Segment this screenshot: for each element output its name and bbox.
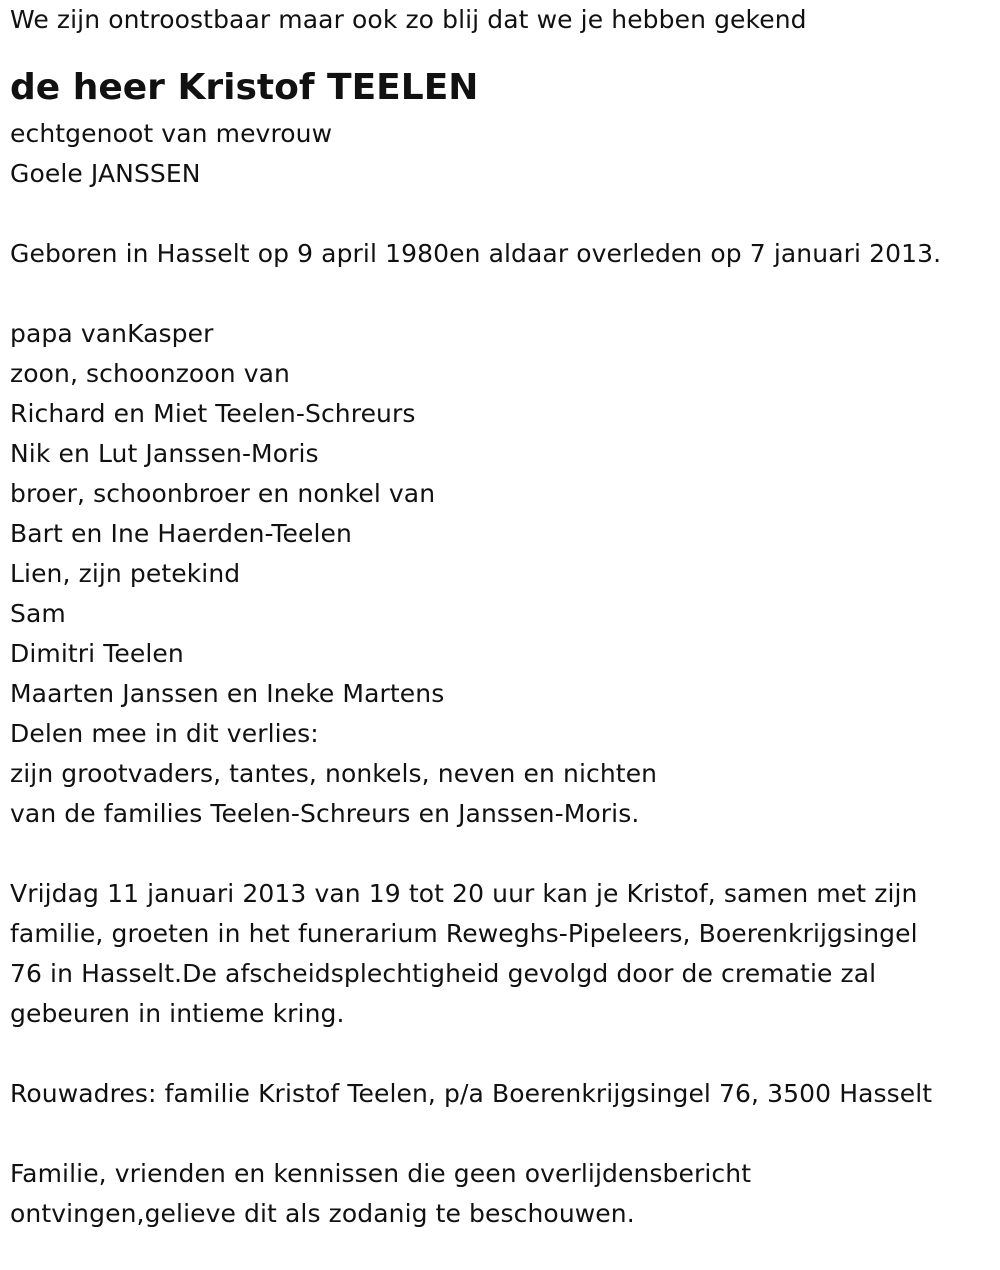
family-list <box>10 314 995 834</box>
ceremony-line: Vrijdag 11 januari 2013 van 19 tot 20 uur kan je Kristof, samen met zijn <box>10 879 918 908</box>
opening-line: We zijn ontroostbaar maar ook zo blij dat we je hebben gekend <box>10 5 807 34</box>
family-line: van de families Teelen-Schreurs en Janssen-Moris. <box>10 799 640 828</box>
family-line: Dimitri Teelen <box>10 639 184 668</box>
closing-line: Familie, vrienden en kennissen die geen overlijdensbericht <box>10 1159 752 1188</box>
family-line: Sam <box>10 599 66 628</box>
spacer <box>10 834 995 874</box>
ceremony-line: familie, groeten in het funerarium Reweghs-Pipeleers, Boerenkrijgsingel <box>10 919 918 948</box>
spacer <box>10 40 995 62</box>
family-line: Richard en Miet Teelen-Schreurs <box>10 399 416 428</box>
ceremony-line: gebeuren in intieme kring. <box>10 999 345 1028</box>
closing-line: ontvingen,gelieve dit als zodanig te beschouwen. <box>10 1199 635 1228</box>
family-line: Delen mee in dit verlies: <box>10 719 319 748</box>
family-line: Bart en Ine Haerden-Teelen <box>10 519 352 548</box>
obituary-document <box>10 0 995 1234</box>
deceased-name: de heer Kristof TEELEN <box>10 67 479 108</box>
closing-paragraph <box>10 1154 995 1234</box>
spouse-name: Goele JANSSEN <box>10 159 201 188</box>
spacer <box>10 1114 995 1154</box>
ceremony-line: 76 in Hasselt.De afscheidsplechtigheid gevolgd door de crematie zal <box>10 959 877 988</box>
ceremony-paragraph <box>10 874 995 1034</box>
family-line: papa vanKasper <box>10 319 214 348</box>
mourning-address: Rouwadres: familie Kristof Teelen, p/a Boerenkrijgsingel 76, 3500 Hasselt <box>10 1079 933 1108</box>
spouse-block <box>10 114 995 194</box>
spacer <box>10 1034 995 1074</box>
family-line: zijn grootvaders, tantes, nonkels, neven en nichten <box>10 759 658 788</box>
spouse-line: echtgenoot van mevrouw <box>10 119 333 148</box>
birth-death-line: Geboren in Hasselt op 9 april 1980en aldaar overleden op 7 januari 2013. <box>10 239 942 268</box>
family-line: Nik en Lut Janssen-Moris <box>10 439 319 468</box>
spacer <box>10 274 995 314</box>
family-line: Lien, zijn petekind <box>10 559 241 588</box>
family-line: broer, schoonbroer en nonkel van <box>10 479 436 508</box>
spacer <box>10 194 995 234</box>
family-line: Maarten Janssen en Ineke Martens <box>10 679 445 708</box>
family-line: zoon, schoonzoon van <box>10 359 290 388</box>
